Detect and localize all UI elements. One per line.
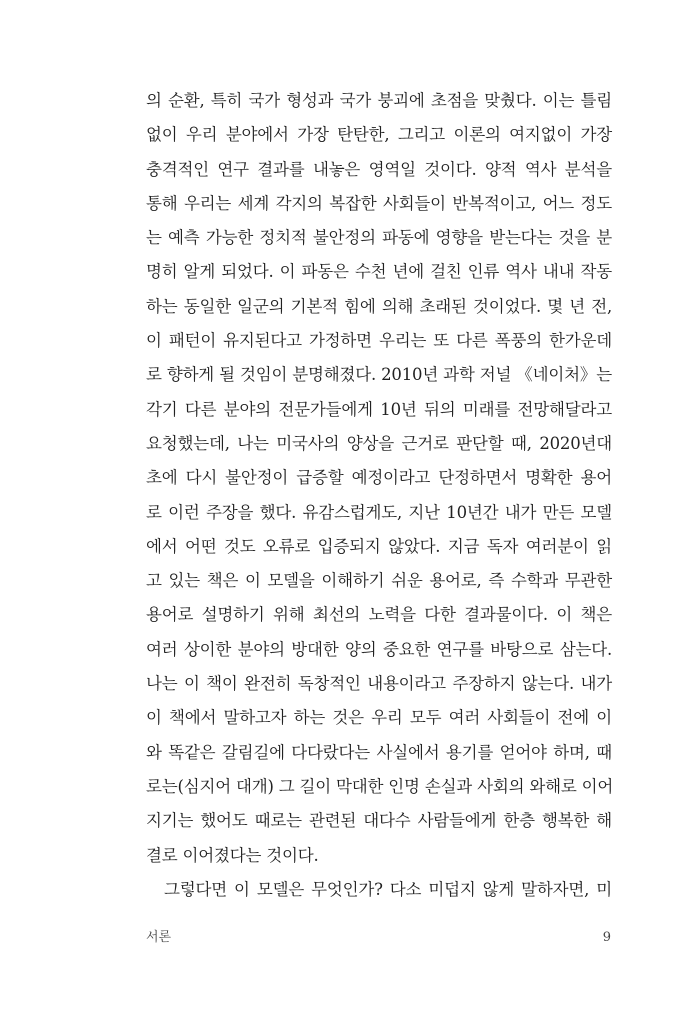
text-line: 는 예측 가능한 정치적 불안정의 파동에 영향을 받는다는 것을 분 (146, 228, 612, 248)
text-line: 와 똑같은 갈림길에 다다랐다는 사실에서 용기를 얻어야 하며, 때 (146, 742, 612, 762)
page-number: 9 (602, 930, 611, 945)
text-line: 없이 우리 분야에서 가장 탄탄한, 그리고 이론의 여지없이 가장 (146, 125, 612, 145)
text-line: 이 책에서 말하고자 하는 것은 우리 모두 여러 사회들이 전에 이 (146, 708, 612, 728)
text-line: 에서 어떤 것도 오류로 입증되지 않았다. 지금 독자 여러분이 읽 (146, 536, 612, 556)
text-line: 지기는 했어도 때로는 관련된 대다수 사람들에게 한층 행복한 해 (146, 811, 612, 831)
text-line: 결로 이어졌다는 것이다. (146, 845, 319, 865)
text-line: 용어로 설명하기 위해 최선의 노력을 다한 결과물이다. 이 책은 (146, 605, 612, 625)
text-line: 이 패턴이 유지된다고 가정하면 우리는 또 다른 폭풍의 한가운데 (146, 331, 612, 351)
body-text (146, 84, 612, 907)
text-line: 하는 동일한 일군의 기본적 힘에 의해 초래된 것이었다. 몇 년 전, (146, 296, 612, 316)
text-line: 로는(심지어 대개) 그 길이 막대한 인명 손실과 사회의 와해로 이어 (146, 776, 614, 796)
text-line: 충격적인 연구 결과를 내놓은 영역일 것이다. 양적 역사 분석을 (146, 159, 612, 179)
text-line: 여러 상이한 분야의 방대한 양의 중요한 연구를 바탕으로 삼는다. (146, 639, 612, 659)
text-line: 통해 우리는 세계 각지의 복잡한 사회들이 반복적이고, 어느 정도 (146, 193, 612, 213)
text-line: 의 순환, 특히 국가 형성과 국가 붕괴에 초점을 맞췄다. 이는 틀림 (146, 91, 612, 110)
text-line: 로 향하게 될 것임이 분명해졌다. 2010년 과학 저널 《네이처》는 (146, 365, 612, 385)
text-line: 명히 알게 되었다. 이 파동은 수천 년에 걸친 인류 역사 내내 작동 (146, 262, 612, 282)
running-footer-title: 서론 (146, 930, 172, 945)
text-line: 고 있는 책은 이 모델을 이해하기 쉬운 용어로, 즉 수학과 무관한 (146, 571, 612, 591)
text-line: 각기 다른 분야의 전문가들에게 10년 뒤의 미래를 전망해달라고 (146, 399, 612, 419)
text-line-paragraph-start: 그렇다면 이 모델은 무엇인가? 다소 미덥지 않게 말하자면, 미 (164, 879, 612, 899)
text-line: 로 이런 주장을 했다. 유감스럽게도, 지난 10년간 내가 만든 모델 (146, 502, 612, 522)
text-line: 초에 다시 불안정이 급증할 예정이라고 단정하면서 명확한 용어 (146, 468, 612, 488)
text-line: 나는 이 책이 완전히 독창적인 내용이라고 주장하지 않는다. 내가 (146, 674, 612, 694)
text-line: 요청했는데, 나는 미국사의 양상을 근거로 판단할 때, 2020년대 (146, 433, 612, 453)
